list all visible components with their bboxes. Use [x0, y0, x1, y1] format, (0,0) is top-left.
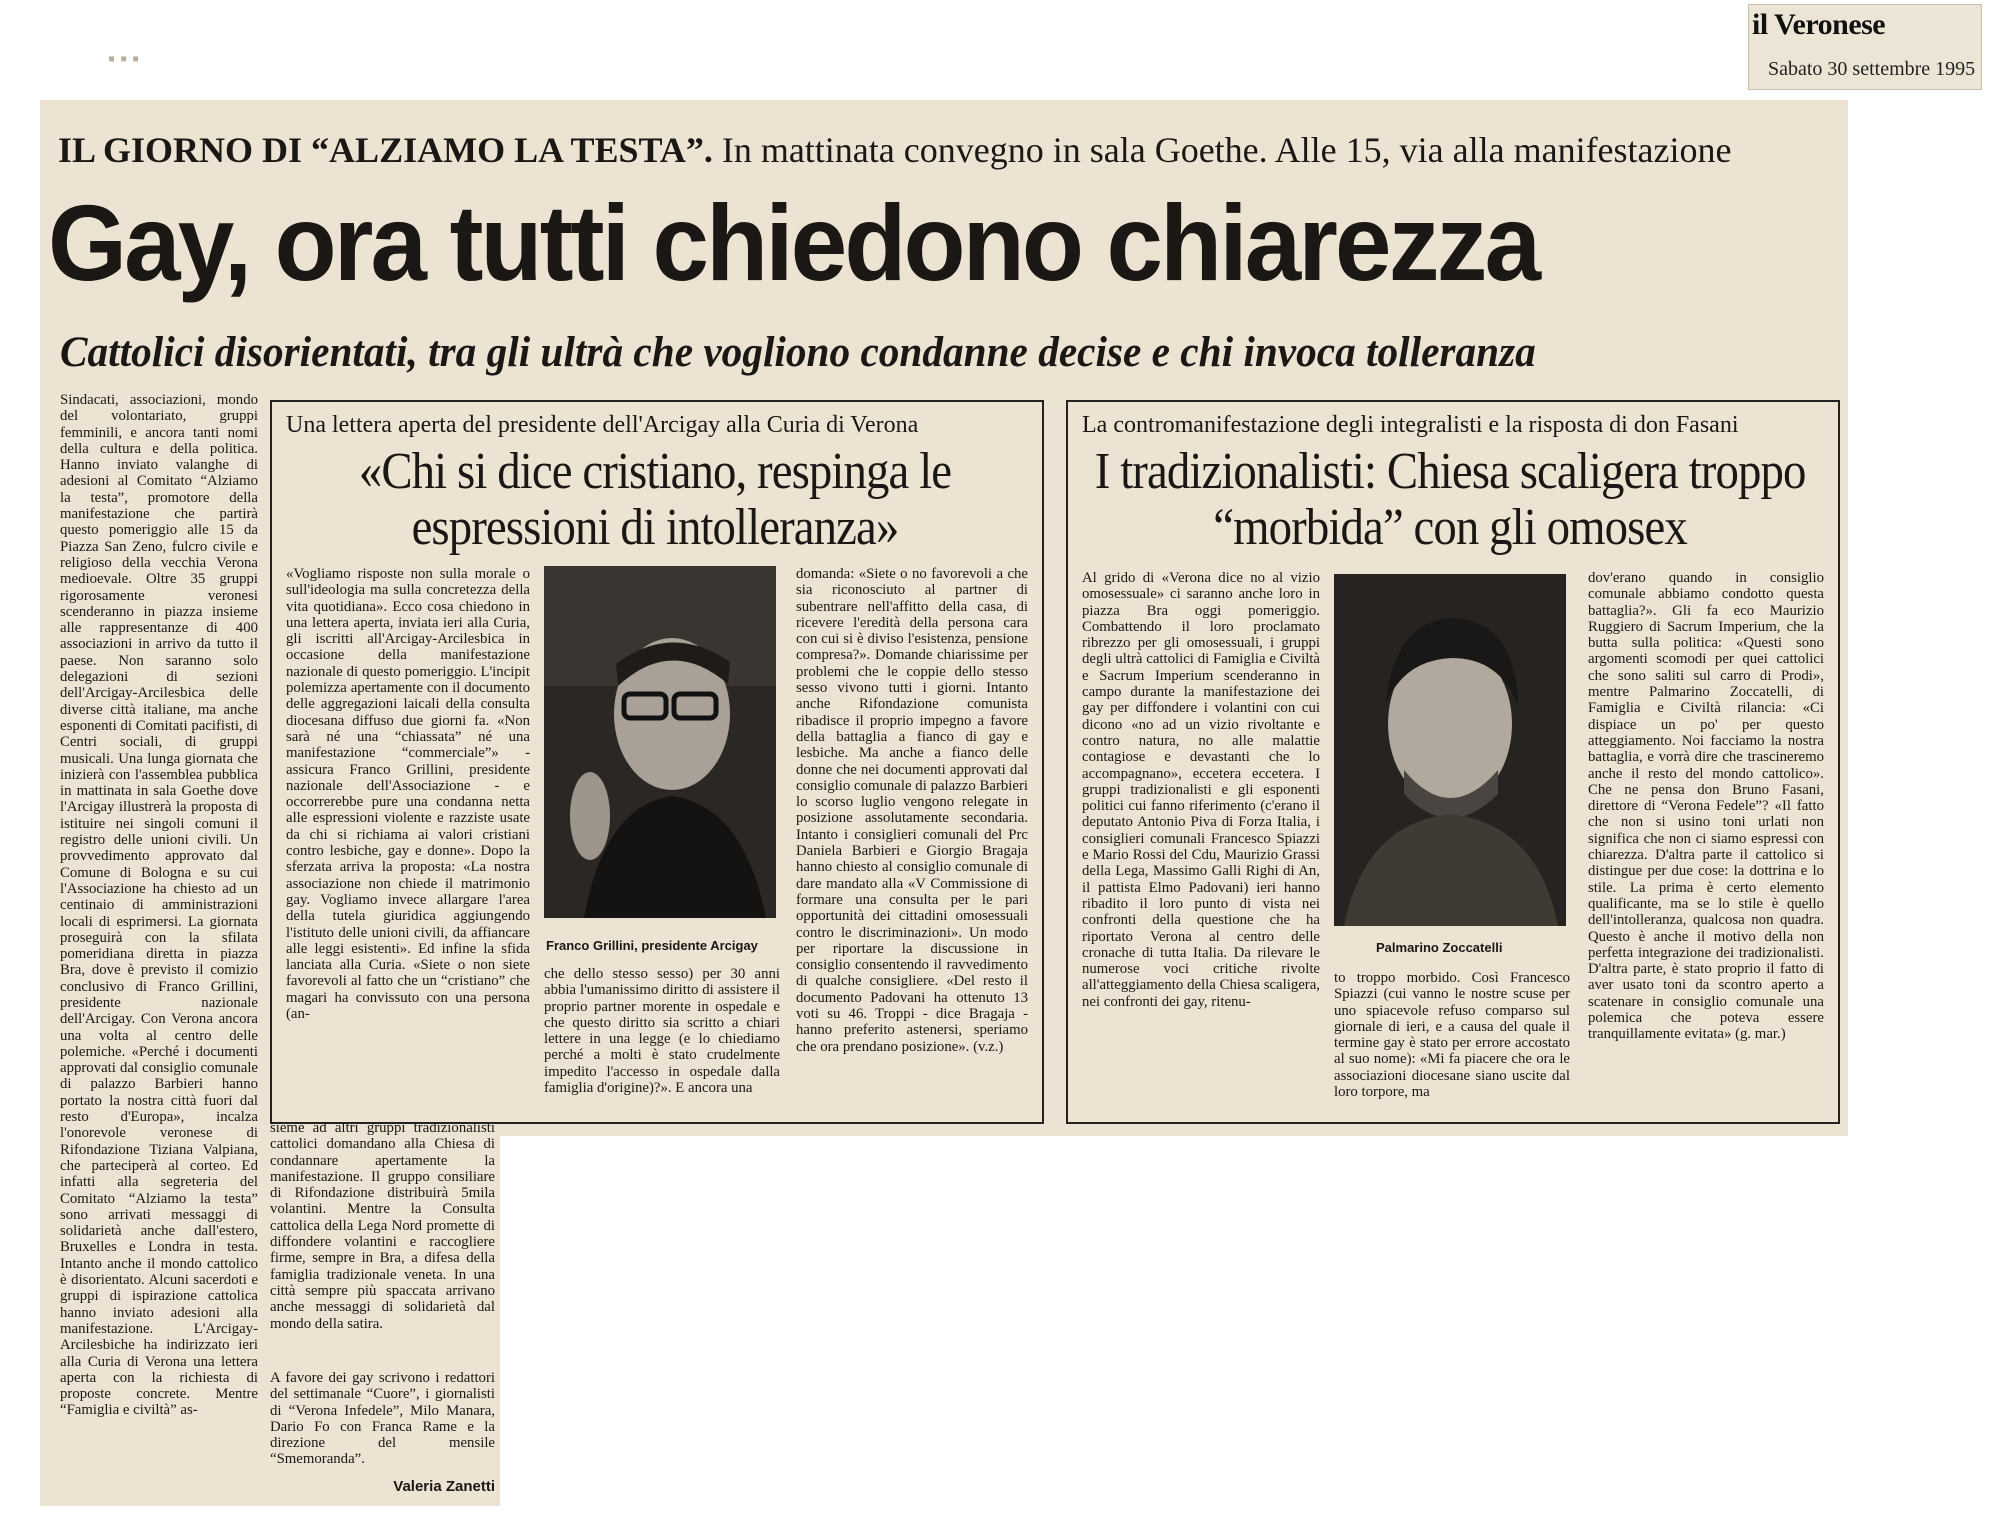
right-article-column-3: dov'erano quando in consiglio comunale abbiamo condotto questa battaglia?». Gli fa eco Maurizio Ruggiero di Sacrum Imperium, che la butta sulla politica: «Questi sono argomenti scomodi per quei cattolici che sono saliti sul carro di Prodi», mentre Palmarino Zoccatelli, di Famiglia e Civiltà rilancia: «Ci dispiace un po' per questo atteggiamento. Noi facciamo la nostra battaglia, e vorrà dire che trascineremo anche il resto del mondo cattolico». Che ne pensa don Bruno Fasani, direttore di “Verona Fedele”? «Il fatto che non si usino toni urlati non significa che non ci siamo espressi con chiarezza. D'altra parte il cattolico si distingue per due cose: la dottrina e lo stile. La prima è certo elemento qualificante, ma se lo stile è quello dell'intolleranza, qualcosa non quadra. Questo è anche il motivo della non perfetta integrazione dei tradizionalisti. D'altra parte, è stato proprio il fatto di aver usato toni da scontro aperto a scatenare in consiglio comunale una polemica che poteva essere tranquillamente evitata» (g. mar.) — [1588, 570, 1824, 1043]
middle-article-column-2b: che dello stesso sesso) per 30 anni abbia l'umanissimo diritto di assistere il proprio partner morente in ospedale e che questo diritto sia scritto a chiari lettere in una legge (e lo chiediamo perché a molti è stato crudelmente impedito l'accesso in ospedale dalla famiglia d'origine)?». E ancora una — [544, 966, 780, 1097]
franco-grillini-photo — [544, 566, 776, 918]
top-kicker — [58, 128, 1848, 172]
portrait-illustration — [1334, 574, 1566, 926]
right-article-column-1: Al grido di «Verona dice no al vizio omosessuale» ci saranno anche loro in piazza Bra oggi pomeriggio. Combattendo il loro proclamato ribrezzo per gli omosessuali, i gruppi degli ultrà cattolici di Famiglia e Civiltà e Sacrum Imperium scenderanno in campo durante la manifestazione dei gay per diffondere i volantini con cui dicono «no ad un vizio rivoltante e contro natura, no alle malattie contagiose e devastanti che lo accompagnano», eccetera eccetera. I gruppi tradizionalisti e gli esponenti politici cui fanno riferimento (c'erano il deputato Antonio Piva di Forza Italia, i consiglieri comunali Francesco Spiazzi e Mario Rossi del Cdu, Maurizio Grassi della Lega, Massimo Galli Righi di An, il pattista Elmo Padovani) ieri hanno ribadito il loro punto di vista nei confronti della questione che ha riportato Verona al centro delle cronache di tutta Italia. Da rilevare le numerose voci critiche rivolte all'atteggiamento della Chiesa scaligera, nei confronti dei gay, ritenu- — [1082, 570, 1320, 1010]
right-article-headline: I tradizionalisti: Chiesa scaligera troppo “morbida” con gli omosex — [1094, 443, 1806, 556]
portrait-illustration — [544, 566, 776, 918]
right-photo-caption: Palmarino Zoccatelli — [1376, 940, 1503, 955]
left-article-column-2: sieme ad altri gruppi tradizionalisti cattolici domandano alla Chiesa di condannare apertamente la manifestazione. Il gruppo consiliare di Rifondazione distribuirà 5mila volantini. Mentre la Consulta cattolica della Lega Nord promette di diffondere volantini e raccogliere firme, sempre in Bra, a difesa della famiglia tradizionale veneta. In una città sempre più spaccata arrivano anche messaggi di solidarietà dal mondo della satira. — [270, 1120, 495, 1332]
right-article-column-2b: to troppo morbido. Così Francesco Spiazzi (cui vanno le nostre scuse per uno spiacevole refuso comparso sul giornale di ieri, e a causa del quale il termine gay è stato per errore accostato al suo nome): «Mi fa piacere che ora le associazioni diocesane siano uscite dal loro torpore, ma — [1334, 970, 1570, 1101]
middle-photo-caption: Franco Grillini, presidente Arcigay — [546, 938, 758, 953]
palmarino-zoccatelli-photo — [1334, 574, 1566, 926]
middle-article-column-1: «Vogliamo risposte non sulla morale o sull'ideologia ma sulla concretezza della vita quotidiana». Ecco cosa chiedono in una lettera aperta, inviata ieri alla Curia, gli iscritti all'Arcigay-Arcilesbica in occasione della manifestazione nazionale di questo pomeriggio. L'incipit polemizza apertamente con il documento delle aggregazioni laicali della consulta diocesana diffuso due giorni fa. «Non sarà né una “chiassata” né una manifestazione “commerciale”» - assicura Franco Grillini, presidente nazionale dell'Associazione - e occorrerebbe pure una condanna netta alle espressioni violente e razziste usate da chi si richiama ai valori cristiani contro lesbiche, gay e donne». Dopo la sferzata arriva la proposta: «La nostra associazione non chiede il matrimonio gay. Vogliamo invece allargare l'area della tutela giuridica aggiungendo l'istituto delle unioni civili, da affiancare alle leggi esistenti». Ed infine la sfida lanciata alla Curia. «Siete o non siete favorevoli al fatto che un “cristiano” che magari ha convissuto con una persona (an- — [286, 566, 530, 1023]
kicker-rest: In mattinata convegno in sala Goethe. Alle 15, via alla manifestazione — [712, 130, 1732, 170]
middle-article-kicker: Una lettera aperta del presidente dell'Arcigay alla Curia di Verona — [286, 412, 919, 438]
kicker-bold: IL GIORNO DI “ALZIAMO LA TESTA”. — [58, 130, 713, 170]
middle-article-headline: «Chi si dice cristiano, respinga le espressioni di intolleranza» — [358, 443, 952, 556]
middle-article-column-2a: domanda: «Siete o no favorevoli a che sia riconosciuto al partner di subentrare nell'affitto della casa, di ricevere l'eredità della persona cara con cui si è diviso l'esistenza, pensione compresa?». Domande chiarissime per problemi che le coppie dello stesso sesso vivono tutti i giorni. Intanto anche Rifondazione comunista ribadisce il proprio impegno a favore della battaglia a fianco di gay e lesbiche. Ma anche a fianco delle donne che nei documenti approvati dal consiglio comunale di palazzo Barbieri lo scorso luglio vengono relegate in posizione assolutamente secondaria. Intanto i consiglieri comunali del Prc Daniela Barbieri e Giorgio Bragaja hanno chiesto al consiglio comunale di dare mandato alla «V Commissione di formare una consulta per le pari opportunità dei cittadini omosessuali contro le discriminazioni». Un modo per riportare la discussione in consiglio consentendo il ravvedimento di qualche consigliere. «Del resto il documento Padovani ha ottenuto 13 voti su 46. Troppi - dice Bragaja - hanno preferito astenersi, speriamo che ora prendano posizione». (v.z.) — [796, 566, 1028, 1055]
right-article-kicker: La contromanifestazione degli integralisti e la risposta di don Fasani — [1082, 412, 1739, 438]
left-article-column-2b: A favore dei gay scrivono i redattori del settimanale “Cuore”, i giornalisti di “Verona Infedele”, Milo Manara, Dario Fo con Franca Rame e la direzione del mensile “Smemoranda”. — [270, 1370, 495, 1468]
left-article-byline: Valeria Zanetti — [393, 1478, 495, 1495]
left-article-column-1: Sindacati, associazioni, mondo del volontariato, gruppi femminili, e ancora tanti nomi della cultura e della politica. Hanno inviato valanghe di adesioni al Comitato “Alziamo la testa”, promotore della manifestazione che partirà questo pomeriggio alle 15 da Piazza San Zeno, fulcro civile e religioso della vecchia Verona medioevale. Oltre 35 gruppi rigorosamente veronesi scenderanno in piazza insieme alle rappresentanze di 400 associazioni in arrivo da tutto il paese. Non saranno solo delegazioni di sezioni dell'Arcigay-Arcilesbica delle diverse città italiane, ma anche esponenti di Comitati pacifisti, di Centri sociali, di gruppi musicali. Una lunga giornata che inizierà con l'assemblea pubblica in mattinata in sala Goethe dove l'Arcigay illustrerà la proposta di istituire nei singoli comuni il registro delle unioni civili. Un provvedimento approvato dal Comune di Bologna e su cui l'Associazione ha chiesto ad un centinaio di amministrazioni locali di esprimersi. La giornata proseguirà con la sfilata pomeridiana diretta in piazza Bra, dove è previsto il comizio conclusivo di Franco Grillini, presidente nazionale dell'Arcigay. Con Verona ancora una volta al centro delle polemiche. «Perché i documenti approvati dal consiglio comunale di palazzo Barbieri hanno portato la nostra città fuori dal resto d'Europa», incalza l'onorevole veronese di Rifondazione Tiziana Valpiana, che parteciperà al corteo. Ed infatti alla segreteria del Comitato “Alziamo la testa” sono arrivati messaggi di solidarietà anche dall'estero, Bruxelles e Londra in testa. Intanto anche il mondo cattolico è disorientato. Alcuni sacerdoti e gruppi di ispirazione cattolica hanno inviato adesioni alla manifestazione. L'Arcigay-Arcilesbiche ha indirizzato ieri alla Curia di Verona una lettera aperta con la richiesta di proposte concrete. Mentre “Famiglia e civiltà” as- — [60, 392, 258, 1419]
main-headline: Gay, ora tutti chiedono chiarezza — [48, 182, 1539, 303]
main-subhead: Cattolici disorientati, tra gli ultrà che vogliono condanne decise e chi invoca tolleranza — [60, 329, 1536, 376]
newspaper-logo: il Veronese — [1752, 8, 1886, 41]
issue-date: Sabato 30 settembre 1995 — [1768, 58, 1976, 80]
bleed-through-mark: ▪ ▪ ▪ — [108, 48, 140, 70]
